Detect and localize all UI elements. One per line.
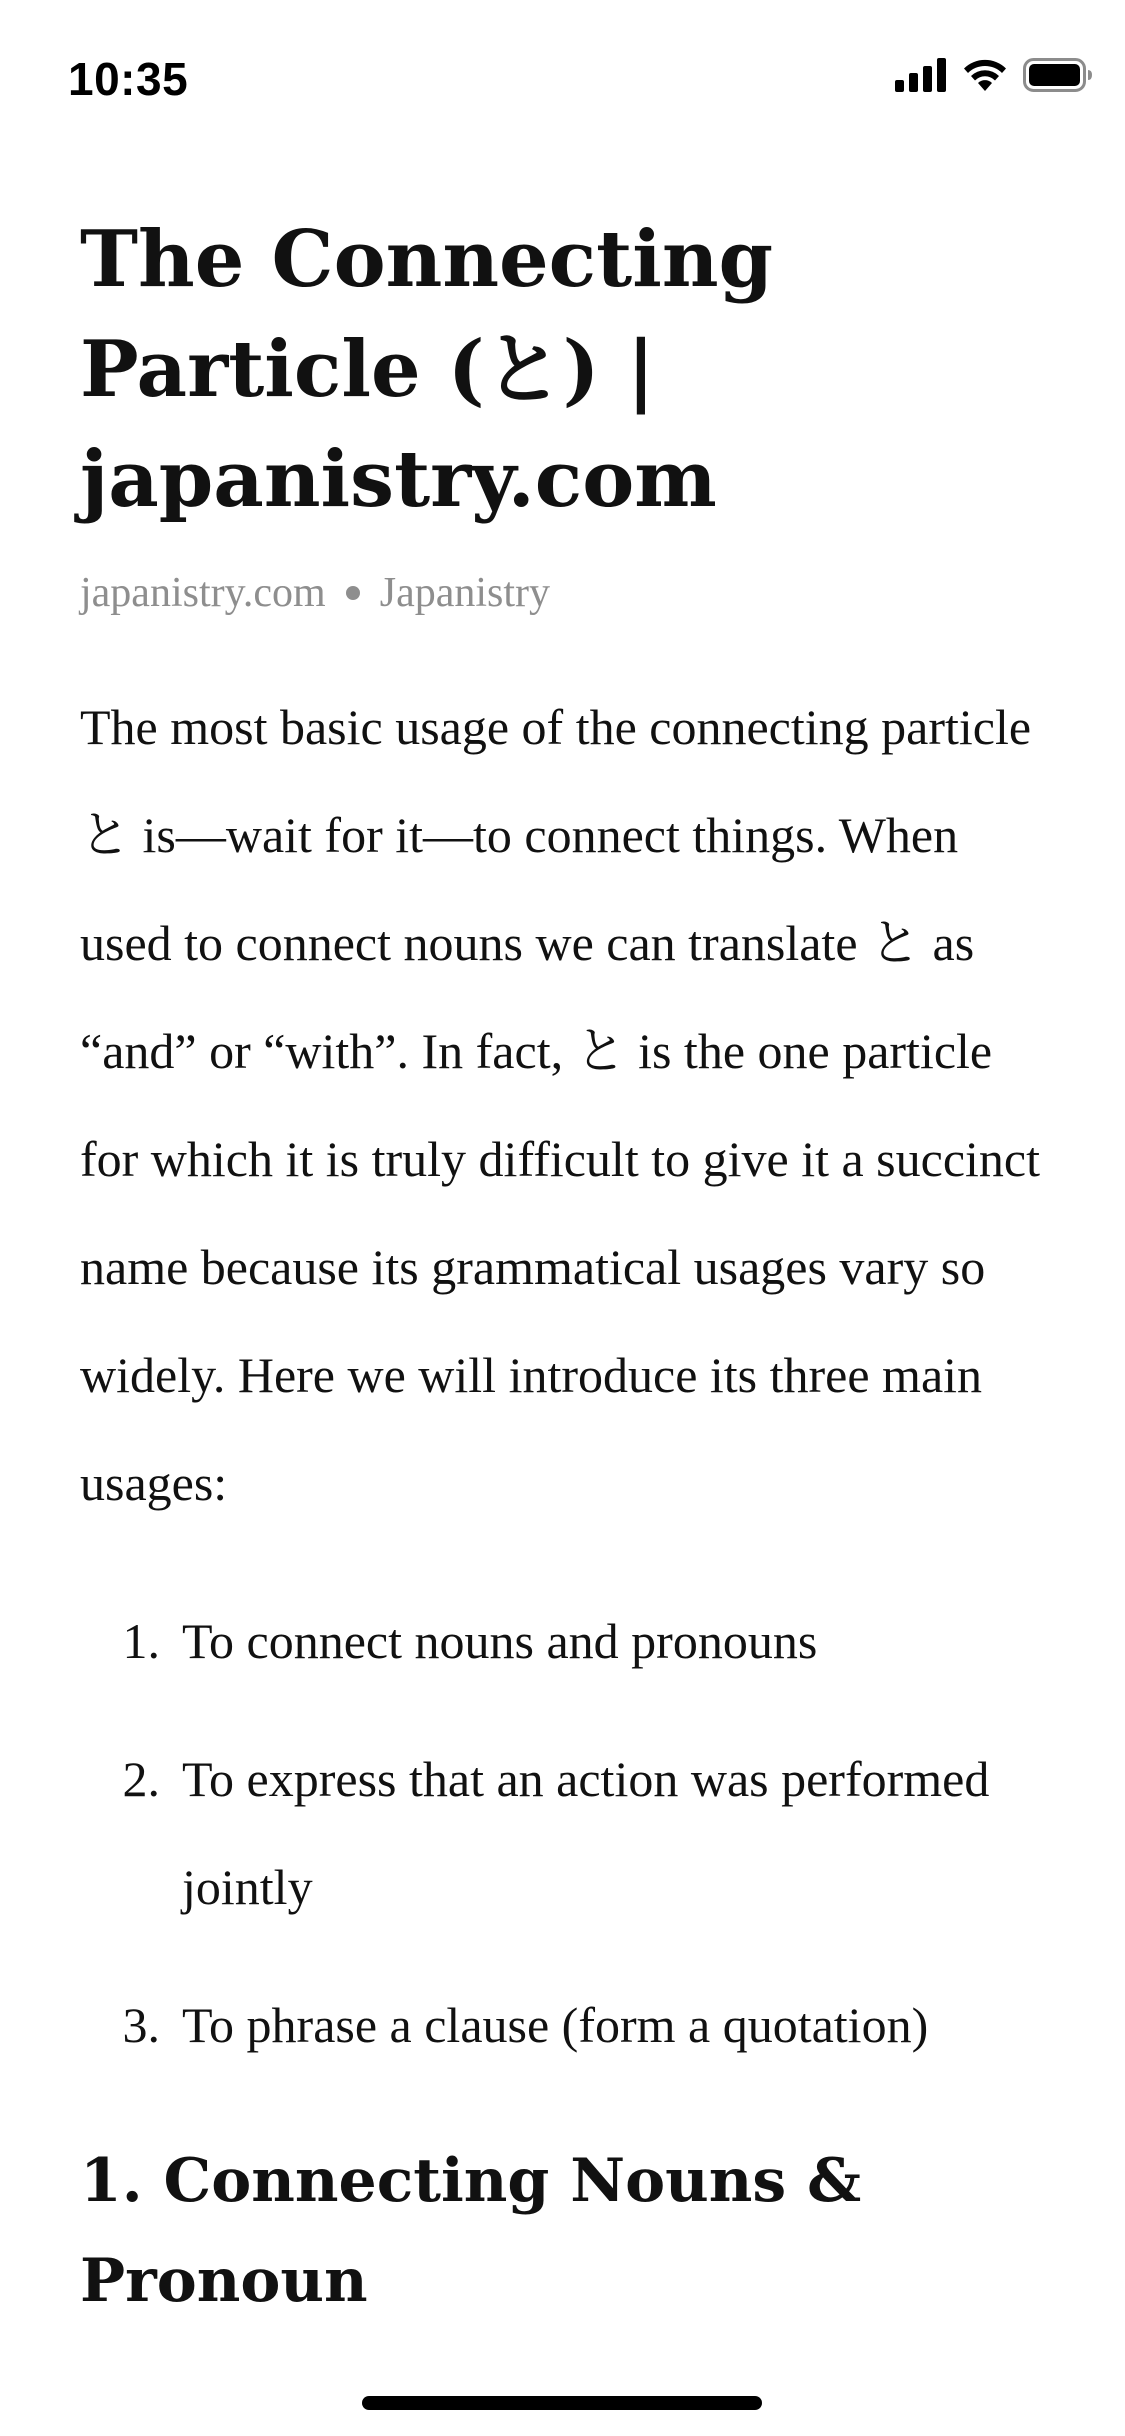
list-item-number: 2. [122,1751,160,1807]
reader-view [80,205,1055,2331]
section-heading: 1. Connecting Nouns & Pronoun [80,2146,862,2316]
byline-separator-dot [346,586,360,600]
intro-paragraph: The most basic usage of the connecting particle と is—wait for it—to connect things. When used to connect nouns we can translate と as “and” or “with”. In fact, と is the one particle for which it is truly difficult to give it a succinct name because its grammatical usages vary so widely. Here we will introduce its three main usages: [80,699,1040,1511]
byline-author: Japanistry [379,570,551,616]
status-icons [895,58,1093,92]
list-item-text: To connect nouns and pronouns [182,1613,818,1669]
list-item-number: 1. [122,1613,160,1669]
byline-site: japanistry.com [80,570,326,616]
usages-list [80,1587,1055,2079]
wifi-icon [961,58,1009,92]
cellular-signal-icon [895,58,947,92]
list-item-text: To phrase a clause (form a quotation) [182,1997,929,2053]
list-item [80,1587,1055,1695]
list-item-number: 3. [122,1997,160,2053]
status-time: 10:35 [68,53,189,105]
battery-icon [1023,58,1093,92]
list-item-text: To express that an action was performed jointly [182,1751,990,1915]
status-bar [0,0,1125,150]
list-item [80,1725,1055,1941]
article-title: The Connecting Particle (と) | japanistry.com [80,214,774,525]
list-item [80,1971,1055,2079]
article-byline [80,569,1055,617]
home-indicator[interactable] [362,2396,762,2410]
